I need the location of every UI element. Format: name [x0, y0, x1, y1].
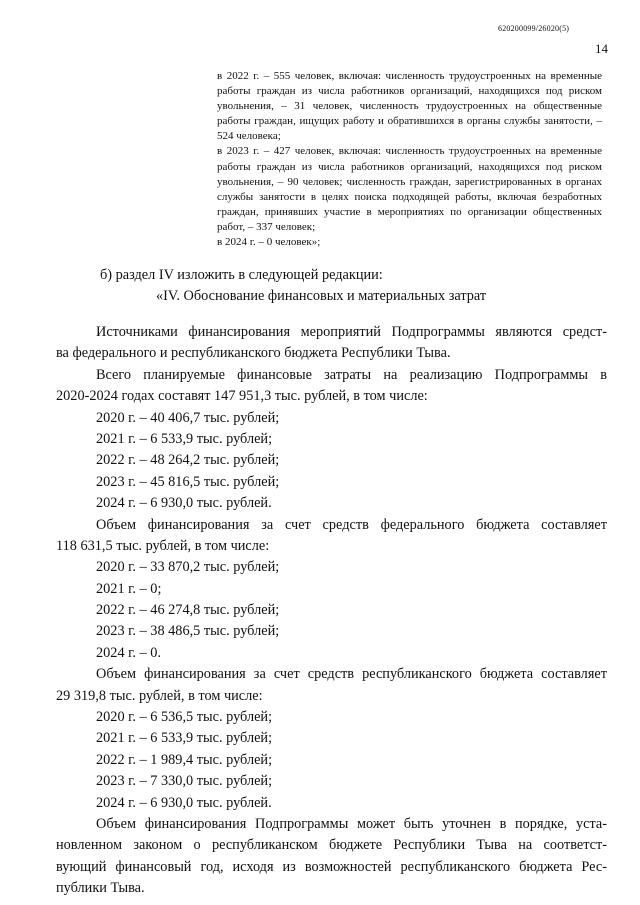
total-year-2024: 2024 г. – 6 930,0 тыс. рублей. — [96, 495, 272, 512]
para-clarify-line4: публики Тыва. — [56, 880, 145, 897]
page-number: 14 — [595, 41, 608, 56]
document-id: 620200099/26020(5) — [498, 24, 570, 33]
republic-year-2023: 2023 г. – 7 330,0 тыс. рублей; — [96, 773, 273, 790]
para-republic-line2: 29 319,8 тыс. рублей, в том числе: — [56, 687, 263, 704]
para-federal-line1: Объем финансирования за счет средств федерального бюджета составляет — [96, 516, 607, 533]
total-year-2020: 2020 г. – 40 406,7 тыс. рублей; — [96, 409, 280, 426]
para-federal-line2: 118 631,5 тыс. рублей, в том числе: — [56, 537, 270, 554]
para-total-line1: Всего планируемые финансовые затраты на реализацию Подпрограммы в — [96, 366, 607, 383]
para-sources-line1: Источниками финансирования мероприятий Подпрограммы являются средст- — [96, 324, 607, 340]
para-clarify-line3: вующий финансовый год, исходя из возможностей республиканского бюджета Рес- — [56, 858, 607, 875]
para-clarify-line1: Объем финансирования Подпрограммы может быть уточнен в порядке, уста- — [96, 815, 607, 832]
republic-year-2022: 2022 г. – 1 989,4 тыс. рублей; — [96, 751, 273, 768]
federal-year-2024: 2024 г. – 0. — [96, 644, 162, 661]
republic-year-2021: 2021 г. – 6 533,9 тыс. рублей; — [96, 730, 273, 747]
section-b-instruction: б) раздел IV изложить в следующей редакции: — [100, 267, 383, 283]
para-republic-line1: Объем финансирования за счет средств республиканского бюджета составляет — [96, 666, 607, 683]
federal-year-2022: 2022 г. – 46 274,8 тыс. рублей; — [96, 602, 280, 619]
federal-year-2023: 2023 г. – 38 486,5 тыс. рублей; — [96, 623, 280, 640]
quoted-paragraph-2024: в 2024 г. – 0 человек»; — [217, 236, 321, 249]
quoted-paragraph-2023: в 2023 г. – 427 человек, включая: численность трудоустроенных на временные работы граждан из числа работников организаций, находящихся под риском увольнения, – 90 человек; численность граждан, зарегистрированных в органах службы занятости в целях поиска подходящей работы, включая безработных граждан, принявших участие в мероприятиях по организации общественных работ, – 337 человек; — [217, 145, 602, 233]
para-sources-line2: ва федерального и республиканского бюджета Республики Тыва. — [56, 345, 451, 362]
quoted-paragraph-2022: в 2022 г. – 555 человек, включая: численность трудоустроенных на временные работы граждан из числа работников организаций, находящихся под риском увольнения, – 31 человек, численность трудоустроенных на общественные работы граждан, ищущих работу и обратившихся в органы службы занятости, – 524 человека; — [217, 70, 602, 143]
total-year-2021: 2021 г. – 6 533,9 тыс. рублей; — [96, 430, 273, 447]
federal-year-2020: 2020 г. – 33 870,2 тыс. рублей; — [96, 559, 280, 576]
section-heading: «IV. Обоснование финансовых и материальных затрат — [156, 288, 487, 305]
para-clarify-line2: новленном законом о республиканском бюджете Республики Тыва на соответст- — [56, 837, 607, 854]
republic-year-2020: 2020 г. – 6 536,5 тыс. рублей; — [96, 709, 273, 726]
total-year-2023: 2023 г. – 45 816,5 тыс. рублей; — [96, 473, 280, 490]
main-body — [56, 322, 607, 900]
quoted-block — [217, 69, 602, 250]
federal-year-2021: 2021 г. – 0; — [96, 580, 162, 597]
republic-year-2024: 2024 г. – 6 930,0 тыс. рублей. — [96, 794, 272, 811]
section-b-block — [56, 265, 607, 308]
para-total-line2: 2020-2024 годах составят 147 951,3 тыс. рублей, в том числе: — [56, 388, 428, 405]
total-year-2022: 2022 г. – 48 264,2 тыс. рублей; — [96, 452, 280, 469]
